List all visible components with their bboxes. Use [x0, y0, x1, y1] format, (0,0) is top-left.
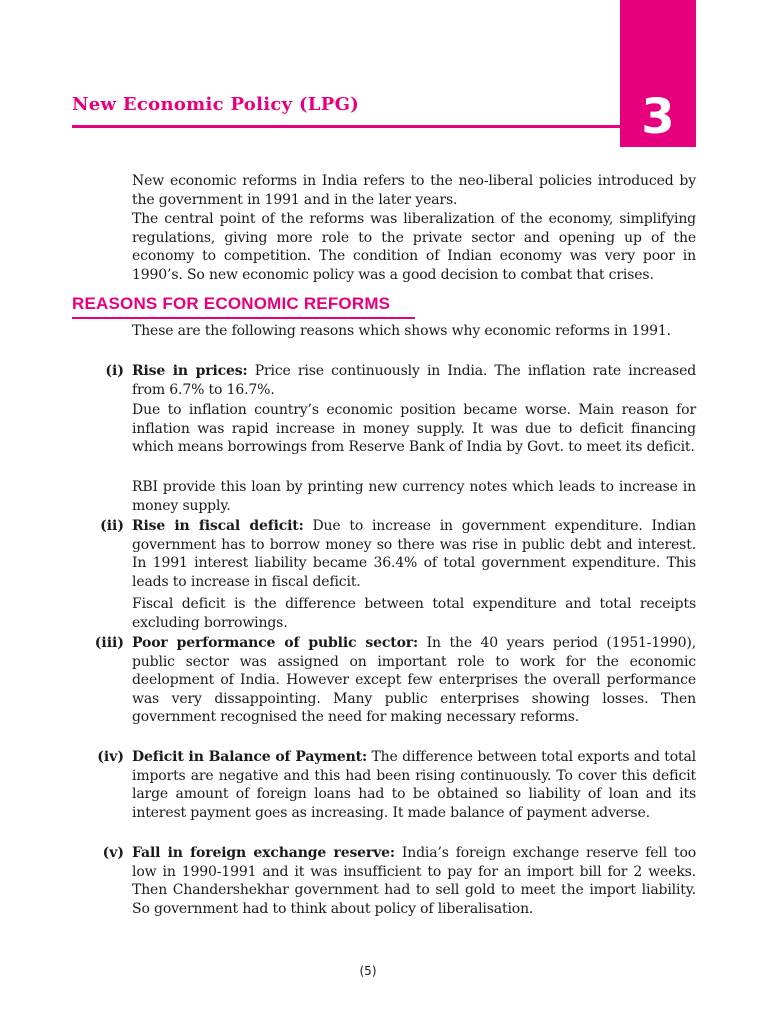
item-number: (i) [105, 363, 124, 379]
page-number: (5) [359, 964, 377, 978]
list-item [132, 634, 696, 727]
chapter-title: New Economic Policy (LPG) [72, 94, 360, 115]
item-label: Deficit in Balance of Payment: [132, 749, 368, 765]
item-text: Due to increase in government expenditure. Indian government has to borrow money so there was rise in public debt and interest. In 1991 interest liability became 36.4% of total government expenditure. This leads to increase in fiscal deficit. [132, 518, 696, 590]
section-heading: REASONS FOR ECONOMIC REFORMS [72, 294, 391, 313]
item-text: India’s foreign exchange reserve fell too low in 1990-1991 and it was insufficient to pay for an import bill for 2 weeks. Then Chandershekhar government had to sell gold to meet the import liability. So government had to think about policy of liberalisation. [132, 845, 696, 917]
item-label: Fall in foreign exchange reserve: [132, 845, 395, 861]
item-number: (ii) [100, 518, 124, 534]
chapter-number-box [620, 0, 696, 147]
item-text: In the 40 years period (1951-1990), public sector was assigned on important role to work for the economic deelopment of India. However except few enterprises the overall performance was very dissappointing. Many public enterprises showing losses. Then government recognised the need for making necessary reforms. [132, 635, 696, 725]
title-underline [72, 125, 624, 128]
list-item [132, 517, 696, 591]
intro-paragraph-1: New economic reforms in India refers to the neo-liberal policies introduced by the government in 1991 and in the later years. [132, 173, 696, 208]
item-label: Poor performance of public sector: [132, 635, 419, 651]
item-label: Rise in fiscal deficit: [132, 518, 304, 534]
item-extra-paragraph: Fiscal deficit is the difference between total expenditure and total receipts excluding borrowings. [132, 596, 696, 631]
section-lead: These are the following reasons which shows why economic reforms in 1991. [132, 323, 671, 339]
item-number: (v) [102, 845, 124, 861]
chapter-number: 3 [641, 89, 675, 145]
item-extra-paragraph: RBI provide this loan by printing new currency notes which leads to increase in money supply. [132, 479, 696, 514]
list-item [132, 362, 696, 399]
item-text: The difference between total exports and total imports are negative and this had been rising continuously. To cover this deficit large amount of foreign loans had to be obtained so liability of loan and its interest payment goes as increasing. It made balance of payment adverse. [132, 749, 696, 821]
list-item [132, 844, 696, 918]
item-number: (iv) [97, 749, 124, 765]
item-text: Price rise continuously in India. The inflation rate increased from 6.7% to 16.7%. [132, 363, 697, 398]
item-label: Rise in prices: [132, 363, 248, 379]
section-underline [72, 317, 415, 319]
intro-paragraph-2: The central point of the reforms was liberalization of the economy, simplifying regulations, giving more role to the private sector and opening up of the economy to competition. The condition of Indian economy was very poor in 1990’s. So new economic policy was a good decision to combat that crises. [132, 211, 696, 283]
list-item [132, 748, 696, 822]
item-number: (iii) [94, 635, 124, 651]
item-extra-paragraph: Due to inflation country’s economic position became worse. Main reason for inflation was rapid increase in money supply. It was due to deficit financing which means borrowings from Reserve Bank of India by Govt. to meet its deficit. [132, 402, 696, 455]
